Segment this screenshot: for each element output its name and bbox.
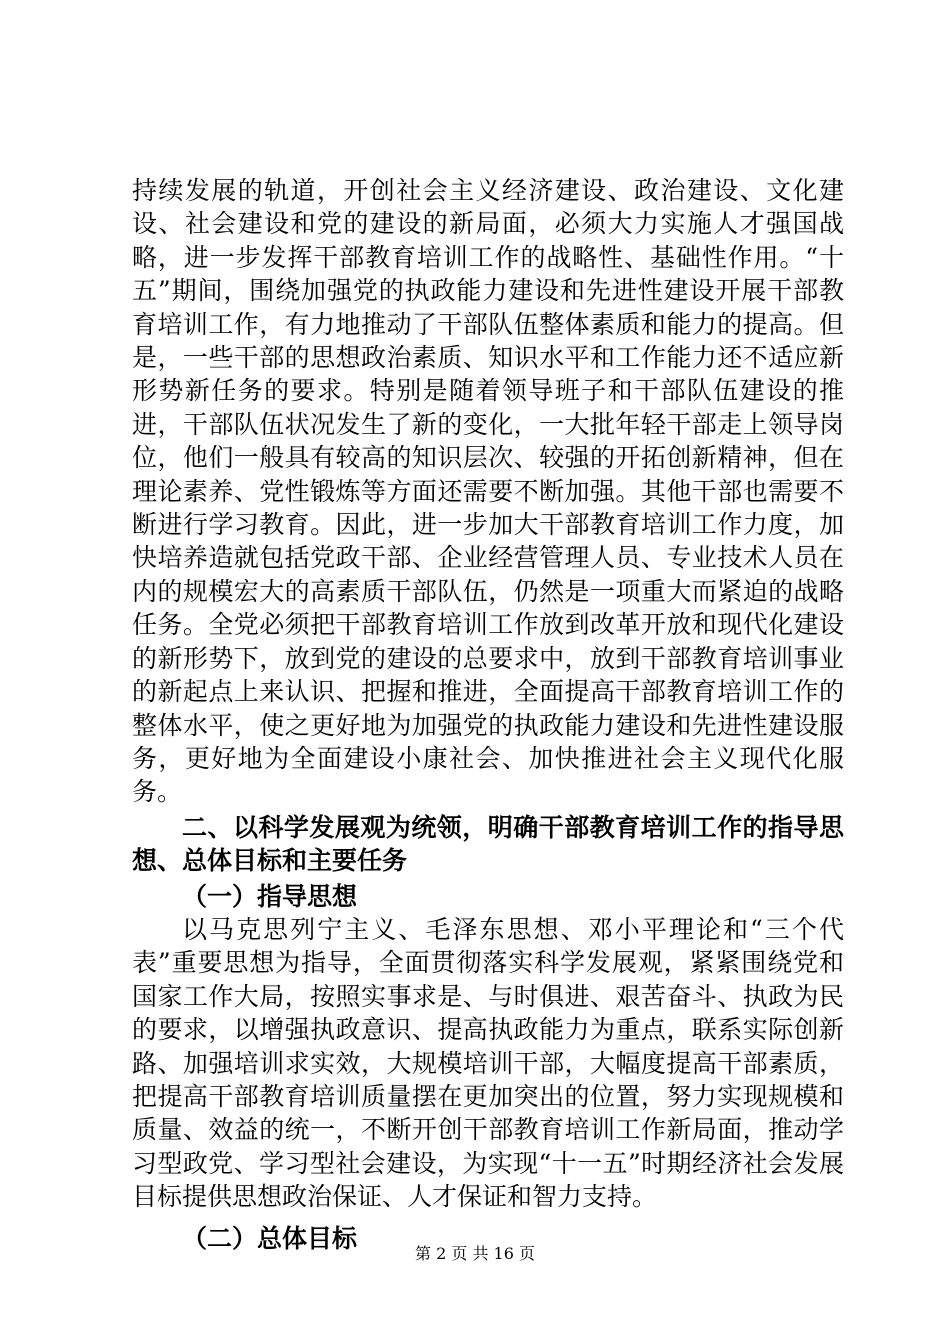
section-heading-2: 二、以科学发展观为统领，明确干部教育培训工作的指导思想、总体目标和主要任务	[132, 812, 844, 876]
document-body	[132, 174, 844, 1255]
page-number: 第 2 页 共 16 页	[415, 1244, 535, 1263]
body-paragraph-1: 持续发展的轨道，开创社会主义经济建设、政治建设、文化建设、社会建设和党的建设的新局面，必须大力实施人才强国战略，进一步发挥干部教育培训工作的战略性、基础性作用。“十五”期间，围绕加强党的执政能力建设和先进性建设开展干部教育培训工作，有力地推动了干部队伍整体素质和能力的提高。但是，一些干部的思想政治素质、知识水平和工作能力还不适应新形势新任务的要求。特别是随着领导班子和干部队伍建设的推进，干部队伍状况发生了新的变化，一大批年轻干部走上领导岗位，他们一般具有较高的知识层次、较强的开拓创新精神，但在理论素养、党性锻炼等方面还需要不断加强。其他干部也需要不断进行学习教育。因此，进一步加大干部教育培训工作力度，加快培养造就包括党政干部、企业经营管理人员、专业技术人员在内的规模宏大的高素质干部队伍，仍然是一项重大而紧迫的战略任务。全党必须把干部教育培训工作放到改革开放和现代化建设的新形势下，放到党的建设的总要求中，放到干部教育培训事业的新起点上来认识、把握和推进，全面提高干部教育培训工作的整体水平，使之更好地为加强党的执政能力建设和先进性建设服务，更好地为全面建设小康社会、加快推进社会主义现代化服务。	[132, 176, 844, 807]
body-paragraph-2: 以马克思列宁主义、毛泽东思想、邓小平理论和“三个代表”重要思想为指导，全面贯彻落实科学发展观，紧紧围绕党和国家工作大局，按照实事求是、与时俱进、艰苦奋斗、执政为民的要求，以增强执政意识、提高执政能力为重点，联系实际创新路、加强培训求实效，大规模培训干部，大幅度提高干部素质，把提高干部教育培训质量摆在更加突出的位置，努力实现规模和质量、效益的统一，不断开创干部教育培训工作新局面，推动学习型政党、学习型社会建设，为实现“十一五”时期经济社会发展目标提供思想政治保证、人才保证和智力支持。	[132, 914, 844, 1212]
subsection-heading-guiding-thought: （一）指导思想	[182, 881, 358, 911]
subsection-heading-overall-goal: （二）总体目标	[182, 1223, 358, 1253]
page-footer	[0, 1241, 950, 1264]
